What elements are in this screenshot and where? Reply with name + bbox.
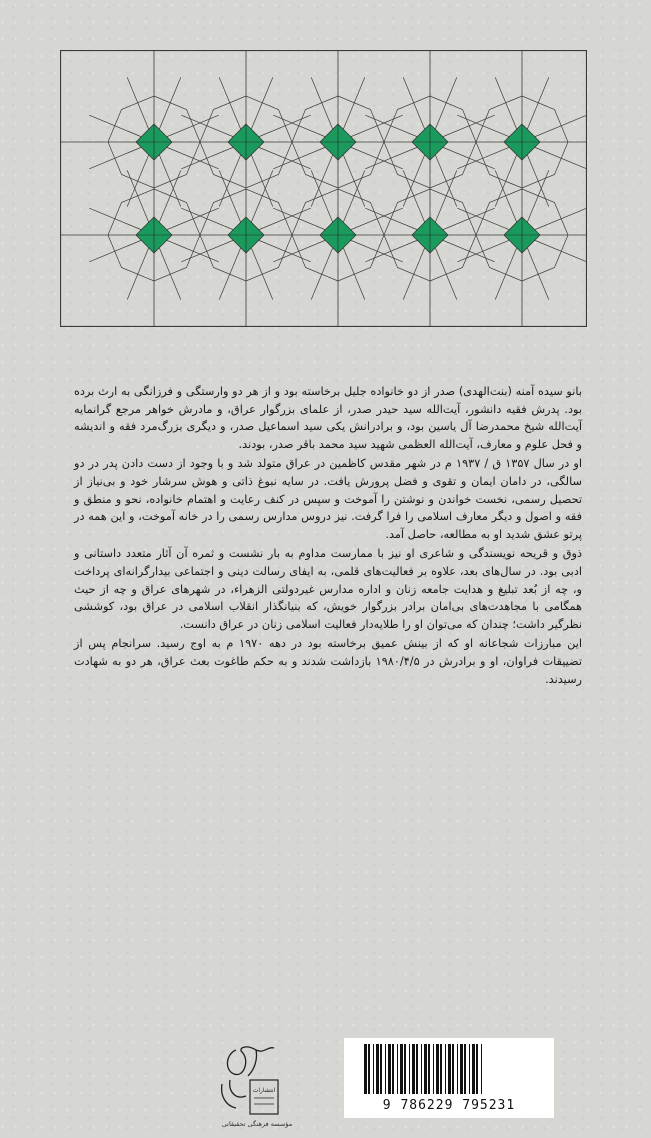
barcode-bar	[380, 1044, 382, 1094]
publisher-calligraphy-icon	[216, 1040, 286, 1118]
barcode-bar	[436, 1044, 439, 1094]
barcode-bar	[385, 1044, 386, 1094]
barcode-bar	[428, 1044, 430, 1094]
barcode-bar	[404, 1044, 406, 1094]
barcode-bar	[364, 1044, 367, 1094]
barcode-bar	[388, 1044, 391, 1094]
barcode-bar	[421, 1044, 422, 1094]
logo-box-text: انتشارات	[252, 1087, 276, 1094]
paragraph-3: ذوق و قریحه نویسندگی و شاعری او نیز با ممارست مداوم به بار نشست و ثمره آن آثار متعدد داستانی و ادبی بود. در سال‌های بعد، علاوه بر فعالیت‌های قلمی، به ایفای رسالت دینی و اجتماعی بیدارگرانه‌ای پرداخت و، چه از بُعد تبلیغ و هدایت جامعه زنان و اداره مدارس غیردولتی الزهراء، در شهرهای عراق و چه از حیث همگامی با مجاهدت‌های بی‌امان برادر بزرگوار خویش، که بنیانگذار انقلاب اسلامی در عراق بود، کوششی نظرگیر داشت؛ چندان که می‌توان او را طلایه‌دار فعالیت اسلامی زنان در عراق دانست.	[74, 547, 582, 631]
publisher-name: مؤسسه فرهنگی تحقیقاتی	[221, 1120, 293, 1128]
barcode-bar	[433, 1044, 434, 1094]
paragraph-4: این مبارزات شجاعانه او که از بینش عمیق برخاسته بود در دهه ۱۹۷۰ م به اوج رسید. سرانجام پس از تضییقات فراوان، او و برادرش در ۱۹۸۰/۴/۵ بازداشت شدند و به حکم طاغوت بعث عراق، هر دو به شهادت رسیدند.	[74, 637, 582, 686]
barcode-bar	[368, 1044, 370, 1094]
barcode-bar	[481, 1044, 482, 1094]
barcode-bar	[452, 1044, 454, 1094]
barcode-bar	[460, 1044, 463, 1094]
barcode-bar	[476, 1044, 478, 1094]
barcode-bar	[416, 1044, 418, 1094]
barcode-bar	[457, 1044, 458, 1094]
barcode-bar	[397, 1044, 398, 1094]
barcode-bar	[412, 1044, 415, 1094]
barcode-bar	[472, 1044, 475, 1094]
barcode-bar	[424, 1044, 427, 1094]
barcode-bar	[400, 1044, 403, 1094]
barcode-bars	[362, 1044, 536, 1096]
isbn-barcode	[344, 1038, 554, 1118]
barcode-bar	[373, 1044, 374, 1094]
barcode-bar	[392, 1044, 394, 1094]
barcode-number: 9 786229 795231	[382, 1098, 516, 1113]
barcode-bar	[445, 1044, 446, 1094]
back-cover-text	[74, 383, 582, 690]
barcode-bar	[448, 1044, 451, 1094]
barcode-bar	[469, 1044, 470, 1094]
barcode-bar	[376, 1044, 379, 1094]
geometric-pattern	[60, 50, 587, 327]
barcode-bar	[409, 1044, 410, 1094]
paragraph-1: بانو سیده آمنه (بنت‌الهدی) صدر از دو خانواده جلیل برخاسته بود و از هر دو وارستگی و فرزانگی به ارث برده بود. پدرش فقیه دانشور، آیت‌الله سید حیدر صدر، از علمای بزرگوار عراق، و مادرش خواهر مرجع گرانمایه آیت‌الله شیخ محمدرضا آل یاسین بود، و برادرانش یکی سید اسماعیل صدر، و دیگری بزرگ‌مرد فقه و اندیشه و فحل علوم و معارف، آیت‌الله العظمی شهید سید محمد باقر صدر، بودند.	[74, 385, 582, 451]
publisher-logo	[212, 1040, 293, 1128]
paragraph-2: او در سال ۱۳۵۷ ق / ۱۹۳۷ م در شهر مقدس کاظمین در عراق متولد شد و با وجود از دست دادن پدر در دو سالگی، در دامان ایمان و تقوی و فضل پرورش یافت. در سایه نبوغ ذاتی و هوش سرشار خود و بی‌نیاز از تحصیل رسمی، نخست خواندن و نوشتن را آموخت و سپس در کنف رعایت و اهتمام خانواده، نحو و منطق و فقه و اصول و دیگر معارف اسلامی را فرا گرفت. نیز دروس مدارس رسمی را در خانه آموخت، و این همه در پرتو عشق شدید او به مطالعه، حاصل آمد.	[74, 457, 582, 541]
barcode-bar	[464, 1044, 466, 1094]
barcode-bar	[440, 1044, 442, 1094]
